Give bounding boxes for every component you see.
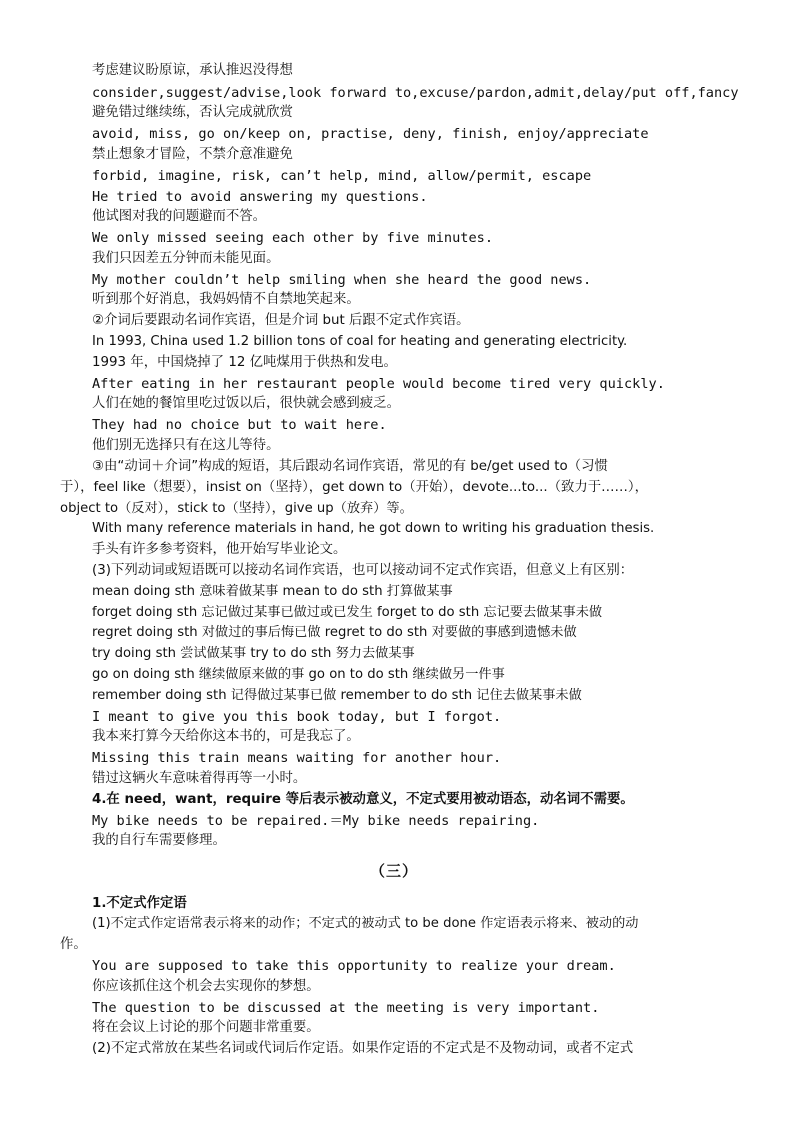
example-en: My mother couldn’t help smiling when she heard the good news. xyxy=(92,272,592,288)
contrast-item: mean doing sth 意味着做某事 mean to do sth 打算做某事 xyxy=(92,584,453,599)
example-zh: 将在会议上讨论的那个问题非常重要。 xyxy=(92,1020,320,1035)
example-en: With many reference materials in hand, he got down to writing his graduation thesis. xyxy=(92,521,655,536)
mnemonic-line-1: 考虑建议盼原谅，承认推迟没得想 xyxy=(92,63,293,78)
rule-text: object to（反对），stick to（坚持），give up（放弃）等。 xyxy=(60,501,413,516)
example-en: You are supposed to take this opportunity to realize your dream. xyxy=(92,958,616,974)
example-zh: 我本来打算今天给你这本书的，可是我忘了。 xyxy=(92,729,360,744)
example-en: Missing this train means waiting for another hour. xyxy=(92,750,502,766)
example-zh: 你应该抓住这个机会去实现你的梦想。 xyxy=(92,979,320,994)
verb-list-2: avoid, miss, go on/keep on, practise, deny, finish, enjoy/appreciate xyxy=(92,126,649,142)
contrast-item: regret doing sth 对做过的事后悔已做 regret to do sth 对要做的事感到遗憾未做 xyxy=(92,625,577,640)
example-zh: 人们在她的餐馆里吃过饭以后，很快就会感到疲乏。 xyxy=(92,396,400,411)
subsection-heading: 1.不定式作定语 xyxy=(92,896,187,911)
example-zh: 1993 年，中国烧掉了 12 亿吨煤用于供热和发电。 xyxy=(92,355,397,370)
rule-text: 作。 xyxy=(60,937,87,952)
contrast-item: forget doing sth 忘记做过某事已做过或已发生 forget to do sth 忘记要去做某事未做 xyxy=(92,605,603,620)
example-zh: 他试图对我的问题避而不答。 xyxy=(92,209,267,224)
example-zh: 手头有许多参考资料，他开始写毕业论文。 xyxy=(92,542,347,557)
example-en: In 1993, China used 1.2 billion tons of coal for heating and generating electricity. xyxy=(92,334,628,349)
rule-text: 于），feel like（想要），insist on（坚持），get down to（开始），devote...to...（致力于……）， xyxy=(60,480,649,495)
example-zh: 我的自行车需要修理。 xyxy=(92,833,226,848)
example-zh: 错过这辆火车意味着得再等一小时。 xyxy=(92,771,307,786)
contrast-item: go on doing sth 继续做原来做的事 go on to do sth 继续做另一件事 xyxy=(92,667,505,682)
mnemonic-line-3: 禁止想象才冒险，不禁介意准避免 xyxy=(92,147,293,162)
rule-text: (1)不定式作定语常表示将来的动作；不定式的被动式 to be done 作定语表示将来、被动的动 xyxy=(92,916,639,931)
example-en: My bike needs to be repaired.＝My bike needs repairing. xyxy=(92,813,540,829)
rule-heading-bold: 4.在 need，want，require 等后表示被动意义，不定式要用被动语态，动名词不需要。 xyxy=(92,792,634,807)
contrast-item: remember doing sth 记得做过某事已做 remember to do sth 记住去做某事未做 xyxy=(92,688,582,703)
example-en: They had no choice but to wait here. xyxy=(92,417,387,433)
mnemonic-line-2: 避免错过继续练，否认完成就欣赏 xyxy=(92,105,293,120)
example-en: The question to be discussed at the meeting is very important. xyxy=(92,1000,600,1016)
example-en: We only missed seeing each other by five minutes. xyxy=(92,230,494,246)
rule-text: (3)下列动词或短语既可以接动名词作宾语，也可以接动词不定式作宾语，但意义上有区别： xyxy=(92,563,634,578)
rule-text: (2)不定式常放在某些名词或代词后作定语。如果作定语的不定式是不及物动词，或者不定式 xyxy=(92,1041,634,1056)
contrast-item: try doing sth 尝试做某事 try to do sth 努力去做某事 xyxy=(92,646,415,661)
verb-list-1: consider,suggest/advise,look forward to,excuse/pardon,admit,delay/put off,fancy xyxy=(92,85,739,101)
section-title: （三） xyxy=(370,862,419,880)
example-en: He tried to avoid answering my questions. xyxy=(92,189,428,205)
rule-text: ③由“动词＋介词”构成的短语，其后跟动名词作宾语，常见的有 be/get used to（习惯 xyxy=(92,459,608,474)
example-zh: 我们只因差五分钟而未能见面。 xyxy=(92,251,280,266)
example-zh: 听到那个好消息，我妈妈情不自禁地笑起来。 xyxy=(92,292,360,307)
rule-text: ②介词后要跟动名词作宾语，但是介词 but 后跟不定式作宾语。 xyxy=(92,313,470,328)
example-zh: 他们别无选择只有在这儿等待。 xyxy=(92,438,280,453)
verb-list-3: forbid, imagine, risk, can’t help, mind, allow/permit, escape xyxy=(92,168,592,184)
example-en: After eating in her restaurant people would become tired very quickly. xyxy=(92,376,665,392)
example-en: I meant to give you this book today, but I forgot. xyxy=(92,709,502,725)
